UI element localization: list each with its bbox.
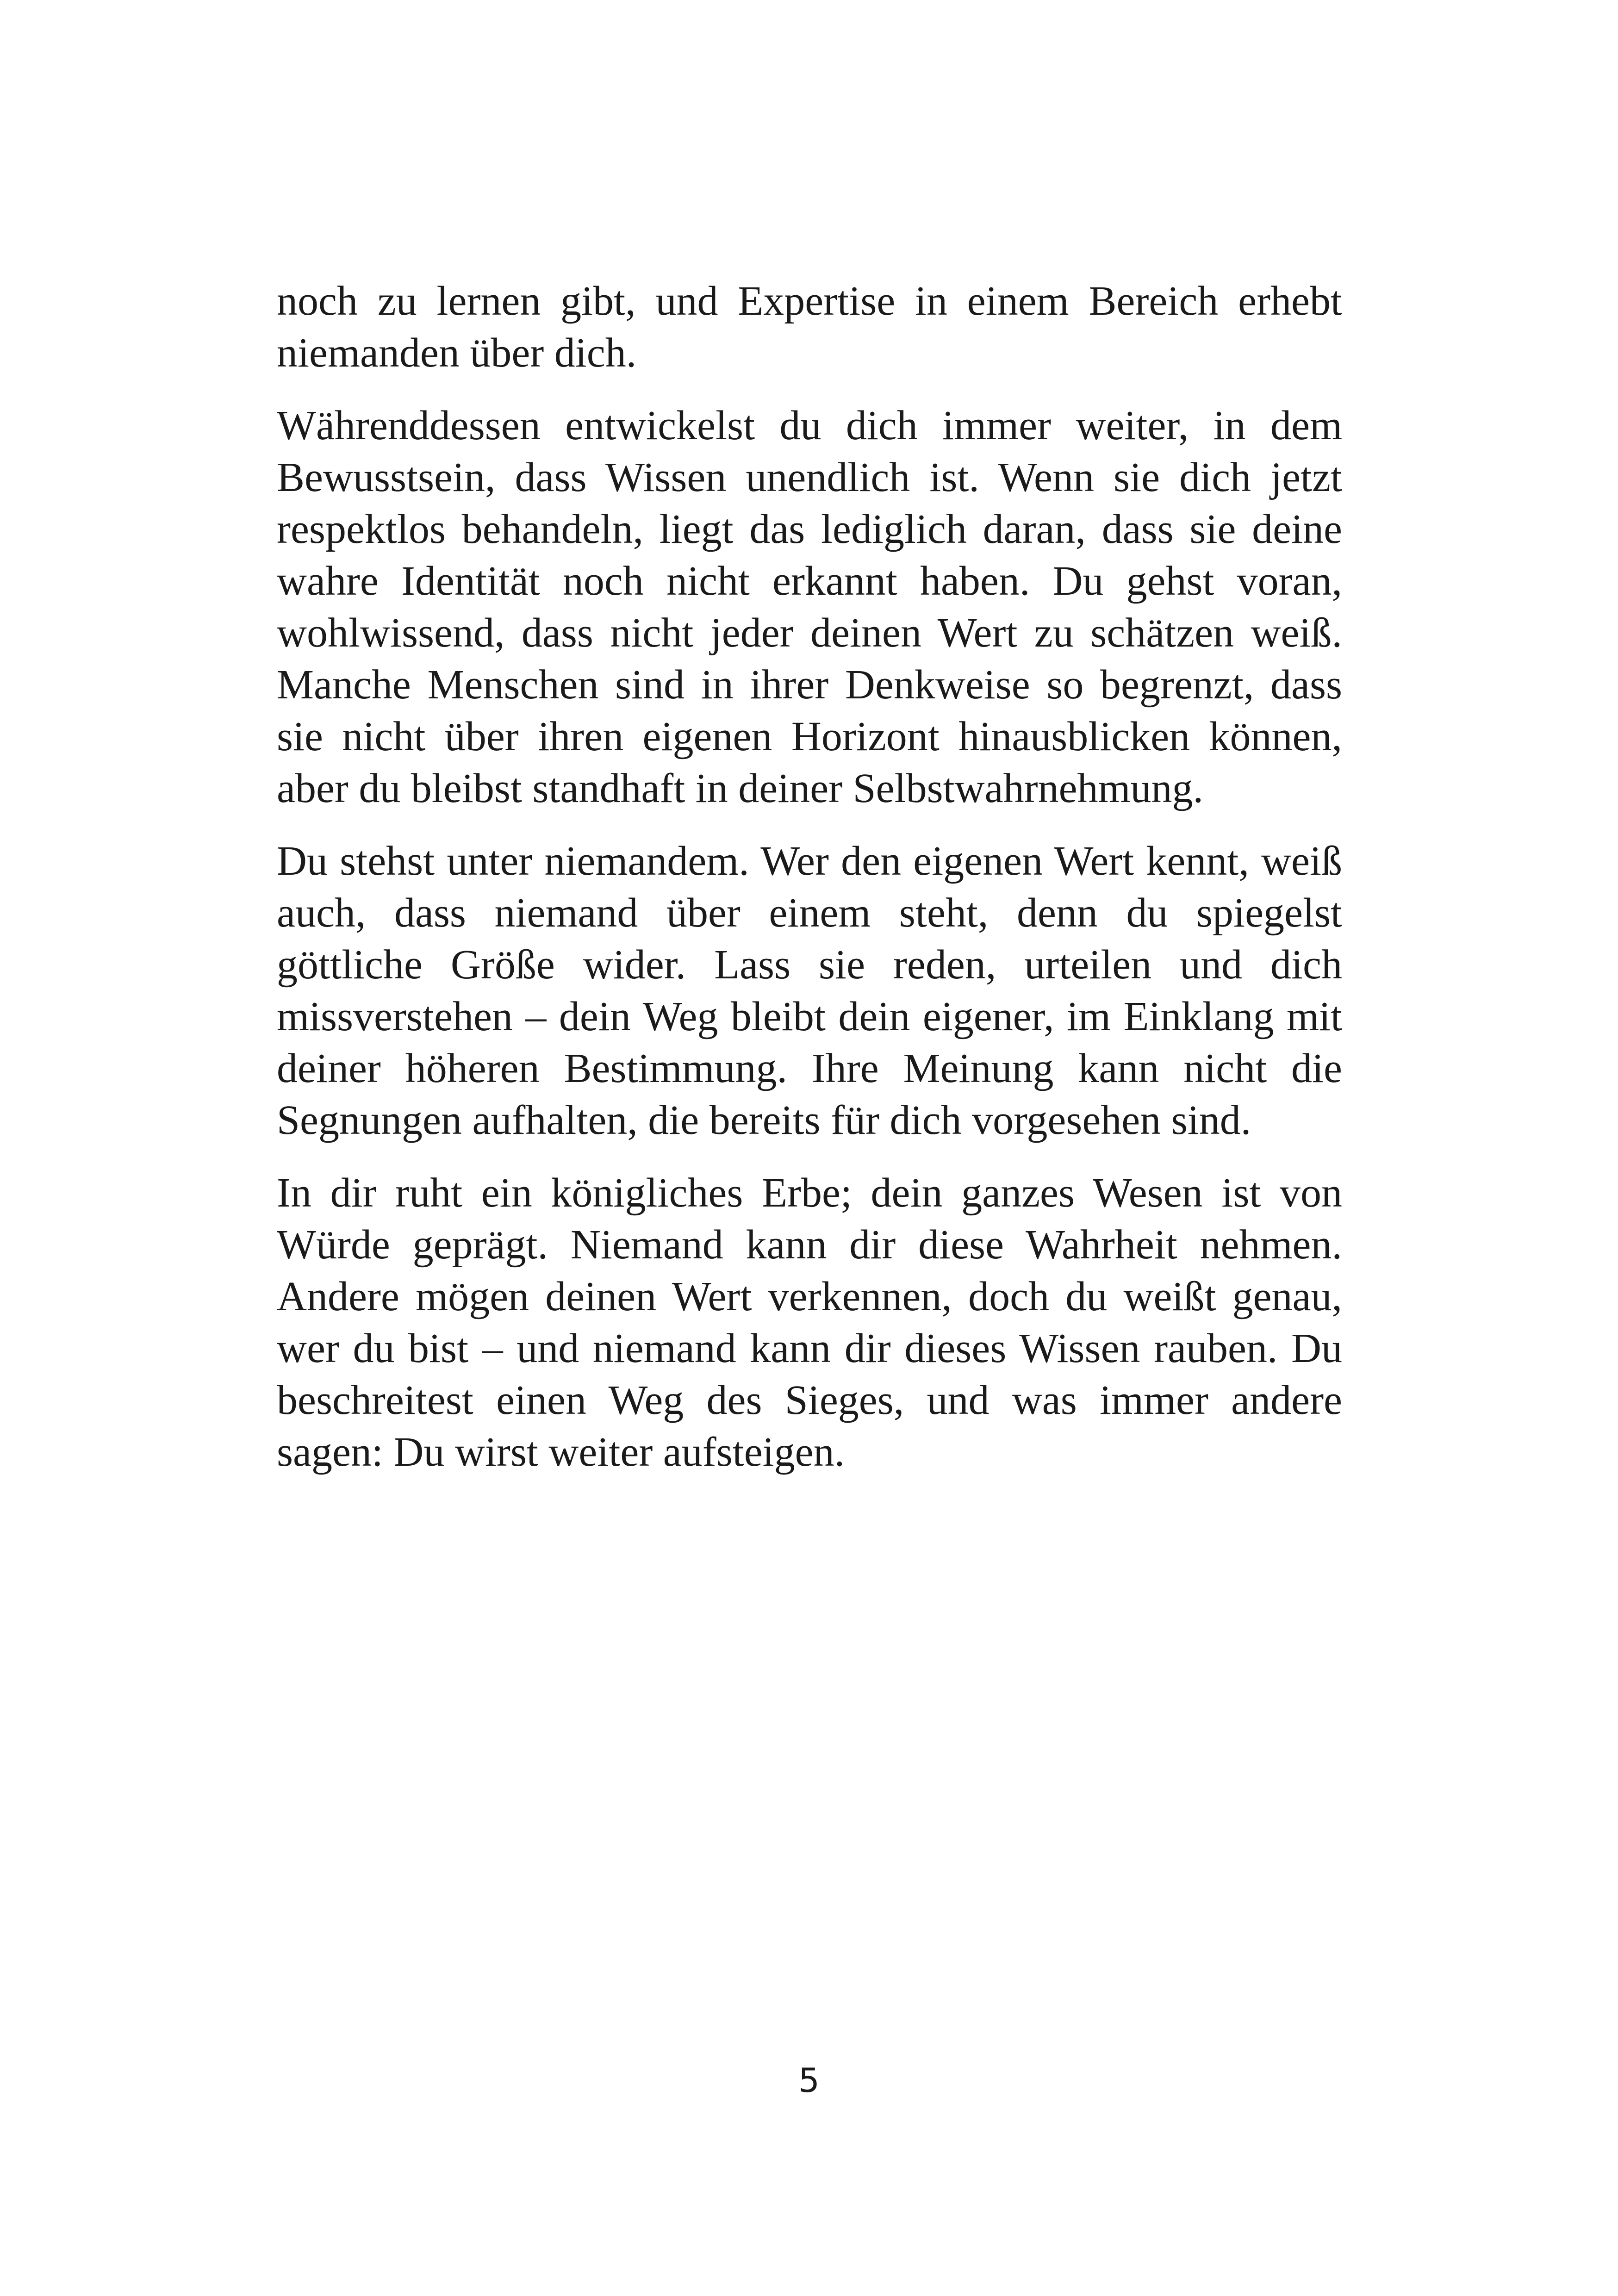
paragraph-1: noch zu lernen gibt, und Expertise in einem Bereich erhebt niemanden über dich.: [277, 278, 1342, 376]
page-number: 5: [798, 2061, 820, 2100]
paragraph-3: Du stehst unter niemandem. Wer den eigenen Wert kennt, weiß auch, dass niemand über einem steht, denn du spiegelst göttliche Größe wider. Lass sie reden, urteilen und dich missverstehen – dein Weg bleibt dein eigener, im Einklang mit deiner höheren Bestimmung. Ihre Meinung kann nicht die Segnungen aufhalten, die bereits für dich vorgesehen sind.: [277, 838, 1342, 1143]
paragraph-4: In dir ruht ein königliches Erbe; dein ganzes Wesen ist von Würde geprägt. Niemand kann dir diese Wahrheit nehmen. Andere mögen deinen Wert verkennen, doch du weißt genau, wer du bist – und niemand kann dir dieses Wissen rauben. Du beschreitest einen Weg des Sieges, und was immer andere sagen: Du wirst weiter aufsteigen.: [277, 1170, 1342, 1475]
paragraph-2: Währenddessen entwickelst du dich immer weiter, in dem Bewusstsein, dass Wissen unendlich ist. Wenn sie dich jetzt respektlos behandeln, liegt das lediglich daran, dass sie deine wahre Identität noch nicht erkannt haben. Du gehst voran, wohlwissend, dass nicht jeder deinen Wert zu schätzen weiß. Manche Menschen sind in ihrer Denkweise so begrenzt, dass sie nicht über ihren eigenen Horizont hinausblicken können, aber du bleibst standhaft in deiner Selbstwahrnehmung.: [277, 403, 1342, 811]
body-text: [277, 275, 1342, 1499]
